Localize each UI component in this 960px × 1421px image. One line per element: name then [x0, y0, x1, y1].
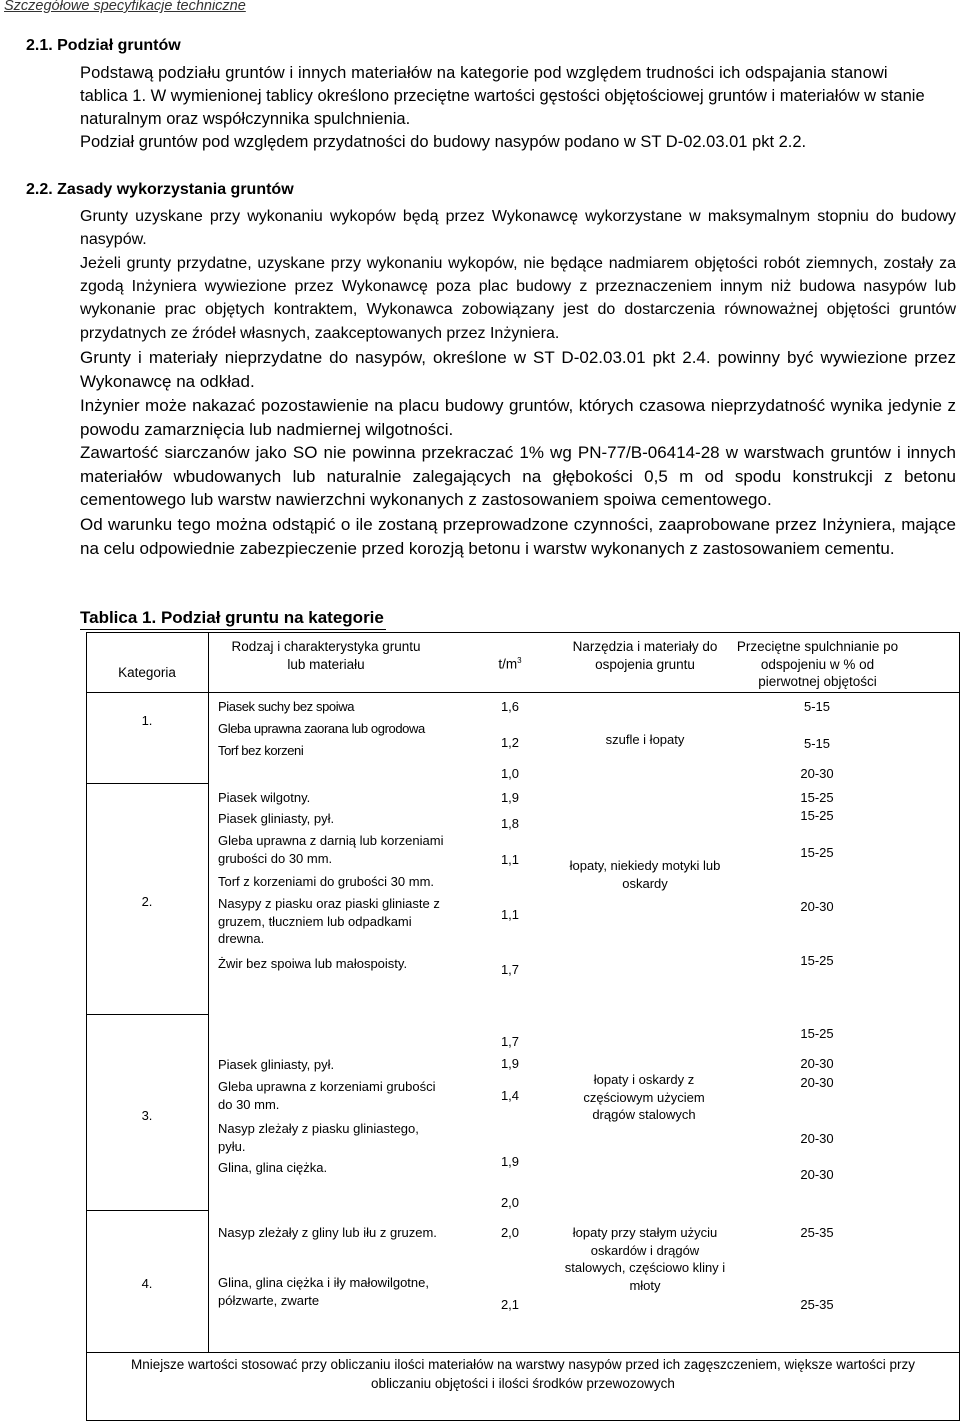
category-3-material: Glina, glina ciężka.: [218, 1160, 328, 1175]
category-3-loosening: 20-30: [800, 1075, 834, 1090]
section-2-2-paragraph-4: Inżynier może nakazać pozostawienie na placu budowy gruntów, których czasowa nieprzydatność wynika jedynie z powodu zamarznięcia lub nadmiernej wilgotności.: [80, 396, 956, 439]
section-2-2-paragraph-5: Zawartość siarczanów jako SO nie powinna przekraczać 1% wg PN-77/B-06414-28 w warstwach gruntów i innych materiałów wbudowanych lub naturalnie zalegających na głębokości 0,5 m od spodu konstrukcji z betonu cementowego lub warstw nawierzchni wykonanych z zastosowaniem spoiwa cementowego.: [80, 443, 956, 509]
category-1-density: 1,0: [500, 766, 520, 781]
category-divider: [86, 1210, 208, 1211]
category-3-density: 1,9: [500, 1154, 520, 1169]
category-4-tools: łopaty przy stałym użyciu oskardów i drągów stalowych, częściowo kliny i młoty: [564, 1225, 726, 1293]
category-3-label: 3.: [141, 1108, 153, 1123]
category-1-tools: szufle i łopaty: [605, 732, 685, 747]
header-narzedzia: Narzędzia i materiały do ospojenia gruntu: [572, 639, 718, 672]
section-2-1-line-4: Podział gruntów pod względem przydatności do budowy nasypów podano w ST D-02.03.01 pkt 2.2.: [80, 133, 807, 151]
table-column-divider: [208, 632, 209, 1352]
category-2-material: Piasek wilgotny.: [218, 790, 311, 805]
category-2-density: 1,7: [500, 962, 520, 977]
header-tm-sup: 3: [517, 656, 522, 665]
category-1-density: 1,6: [500, 699, 520, 714]
category-4-density: 2,0: [500, 1225, 520, 1240]
section-2-1-line-2: tablica 1. W wymienionej tablicy określono przeciętne wartości gęstości objętościowej gruntów i materiałów w stanie: [80, 87, 925, 105]
category-2-loosening: 15-25: [800, 808, 834, 823]
category-2-loosening: 15-25: [800, 790, 834, 805]
category-2-material: Torf z korzeniami do grubości 30 mm.: [218, 874, 435, 889]
table-header-divider: [86, 692, 960, 693]
category-3-density: 1,4: [500, 1088, 520, 1103]
section-2-2-paragraph-1: Grunty uzyskane przy wykonaniu wykopów będą przez Wykonawcę wykorzystane w maksymalnym stopniu do budowy nasypów.: [80, 208, 956, 249]
category-2-loosening: 15-25: [800, 1026, 834, 1041]
category-3-loosening: 20-30: [800, 1056, 834, 1071]
category-3-density: 2,0: [500, 1195, 520, 1210]
category-2-density: 1,9: [500, 790, 520, 805]
category-1-label: 1.: [141, 713, 153, 728]
table-title: Tablica 1. Podział gruntu na kategorie: [80, 608, 384, 627]
category-2-loosening: 15-25: [800, 845, 834, 860]
category-4-material: Nasyp zleżały z gliny lub iłu z gruzem.: [218, 1225, 437, 1240]
category-1-loosening: 5-15: [803, 736, 831, 751]
category-2-material: Gleba uprawna z darnią lub korzeniami grubości do 30 mm.: [218, 833, 444, 866]
category-2-tools: łopaty, niekiedy motyki lub oskardy: [569, 858, 721, 891]
category-3-loosening: 20-30: [800, 1131, 834, 1146]
section-2-1-line-3: naturalnym oraz współczynnika spulchnienia.: [80, 110, 411, 128]
header-tm: [470, 652, 550, 673]
category-2-density: 1,7: [500, 1034, 520, 1049]
table-top-border: [86, 632, 960, 633]
category-3-density: 1,9: [500, 1056, 520, 1071]
header-kategoria: Kategoria: [118, 665, 176, 680]
section-2-2-heading: 2.2. Zasady wykorzystania gruntów: [26, 181, 294, 198]
category-2-material: Żwir bez spoiwa lub małospoisty.: [218, 956, 408, 971]
category-3-material: Gleba uprawna z korzeniami grubości do 30 mm.: [218, 1079, 436, 1112]
category-3-material: Nasyp zleżały z piasku gliniastego, pyłu.: [218, 1121, 419, 1154]
category-1-material: Gleba uprawna zaorana lub ogrodowa: [218, 721, 425, 736]
category-1-density: 1,2: [500, 735, 520, 750]
category-2-material: Nasypy z piasku oraz piaski gliniaste z gruzem, tłuczniem lub odpadkami drewna.: [218, 896, 440, 946]
category-3-loosening: 20-30: [800, 1167, 834, 1182]
section-2-2-paragraph-6: Od warunku tego można odstąpić o ile zostaną przeprowadzone czynności, zaaprobowane przez Inżyniera, mające na celu odpowiednie zabezpieczenie przed korozją betonu i warstw wykonanych z zastosowaniem cementu.: [80, 515, 956, 558]
category-2-density: 1,8: [500, 816, 520, 831]
table-title-underline: [80, 629, 386, 630]
category-2-density: 1,1: [500, 907, 520, 922]
section-2-2-paragraph-3: Grunty i materiały nieprzydatne do nasypów, określone w ST D-02.03.01 pkt 2.4. powinny być wywiezione przez Wykonawcę na odkład.: [80, 348, 956, 391]
header-rodzaj: Rodzaj i charakterystyka gruntu lub materiału: [231, 639, 421, 672]
table-left-border: [86, 632, 87, 1421]
category-divider: [86, 783, 208, 784]
category-1-loosening: 5-15: [803, 699, 831, 714]
section-2-2-paragraph-2: Jeżeli grunty przydatne, uzyskane przy wykonaniu wykopów, nie będące nadmiarem objętości robót ziemnych, zostały za zgodą Inżyniera wywiezione przez Wykonawcę poza plac budowy z przeznaczeniem innym niż budowa nasypów lub wykonanie prac objętych kontraktem, Wykonawca zobowiązany jest do dostarczenia równoważnej objętości gruntów przydatnych ze źródeł własnych, zaakceptowanych przez Inżyniera.: [80, 255, 956, 342]
category-1-material: Torf bez korzeni: [218, 743, 304, 758]
category-4-label: 4.: [141, 1276, 153, 1291]
category-1-loosening: 20-30: [800, 766, 834, 781]
category-2-loosening: 15-25: [800, 953, 834, 968]
table-footnote-border: [86, 1352, 960, 1353]
section-2-1-heading: 2.1. Podział gruntów: [26, 37, 181, 54]
category-2-loosening: 20-30: [800, 899, 834, 914]
table-footnote: Mniejsze wartości stosować przy obliczaniu ilości materiałów na warstwy nasypów przed ich zagęszczeniem, większe wartości przy obliczaniu objętości i ilości środków przewozowych: [130, 1357, 916, 1391]
category-3-tools: łopaty i oskardy z częściowym użyciem drągów stalowych: [583, 1072, 705, 1122]
category-4-loosening: 25-35: [800, 1225, 834, 1240]
category-2-label: 2.: [141, 894, 153, 909]
document-header: Szczegółowe specyfikacje techniczne: [4, 0, 246, 14]
category-4-density: 2,1: [500, 1297, 520, 1312]
category-2-density: 1,1: [500, 852, 520, 867]
category-2-material: Piasek gliniasty, pył.: [218, 811, 335, 826]
category-4-material: Glina, glina ciężka i iły małowilgotne, półzwarte, zwarte: [218, 1275, 429, 1308]
category-4-loosening: 25-35: [800, 1297, 834, 1312]
section-2-1-line-1: Podstawą podziału gruntów i innych materiałów na kategorie pod względem trudności ich odspajania stanowi: [80, 64, 888, 82]
category-1-material: Piasek suchy bez spoiwa: [218, 699, 355, 714]
header-spulchnienie: Przeciętne spulchnianie po odspojeniu w % od pierwotnej objętości: [736, 639, 899, 689]
header-tm-unit: t/m: [498, 656, 518, 672]
category-divider: [86, 1014, 208, 1015]
category-3-material: Piasek gliniasty, pył.: [218, 1057, 335, 1072]
